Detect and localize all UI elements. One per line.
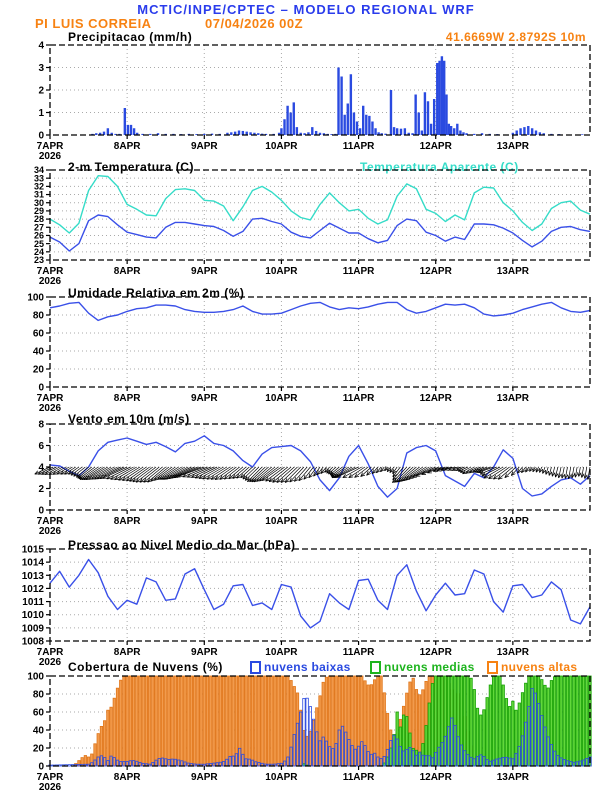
- svg-text:9APR: 9APR: [190, 516, 218, 527]
- svg-text:28: 28: [33, 214, 44, 225]
- svg-text:8: 8: [38, 419, 44, 431]
- svg-text:12APR: 12APR: [419, 772, 452, 783]
- svg-text:7APR: 7APR: [36, 266, 64, 277]
- svg-text:1014: 1014: [21, 557, 44, 569]
- svg-text:40: 40: [32, 725, 44, 737]
- svg-text:11APR: 11APR: [342, 393, 375, 404]
- svg-text:1013: 1013: [21, 570, 44, 582]
- svg-text:1: 1: [38, 108, 44, 119]
- svg-text:100: 100: [27, 292, 44, 304]
- svg-text:7APR: 7APR: [36, 393, 64, 404]
- svg-text:12APR: 12APR: [419, 266, 452, 277]
- cloud-cover-title: Cobertura de Nuvens (%): [68, 660, 223, 674]
- svg-text:29: 29: [33, 206, 44, 217]
- svg-text:10APR: 10APR: [265, 647, 298, 658]
- svg-text:25: 25: [33, 238, 44, 249]
- svg-text:13APR: 13APR: [496, 647, 529, 658]
- svg-text:13APR: 13APR: [496, 266, 529, 277]
- svg-text:12APR: 12APR: [419, 516, 452, 527]
- svg-text:9APR: 9APR: [190, 647, 218, 658]
- svg-text:1008: 1008: [21, 636, 44, 648]
- svg-text:9APR: 9APR: [190, 141, 218, 152]
- svg-text:0: 0: [38, 130, 44, 142]
- svg-text:11APR: 11APR: [342, 141, 375, 152]
- svg-text:1012: 1012: [21, 583, 44, 595]
- svg-text:10APR: 10APR: [265, 516, 298, 527]
- svg-text:60: 60: [32, 707, 44, 719]
- svg-text:1009: 1009: [21, 623, 44, 635]
- svg-text:2: 2: [38, 484, 44, 495]
- svg-text:4: 4: [38, 462, 44, 474]
- station-coordinates: 41.6669W 2.8792S 10m: [445, 30, 586, 44]
- svg-text:23: 23: [33, 255, 44, 266]
- svg-text:6: 6: [38, 441, 44, 452]
- svg-text:2026: 2026: [38, 782, 62, 792]
- svg-text:12APR: 12APR: [419, 647, 452, 658]
- wind-title: Vento em 10m (m/s): [68, 412, 190, 426]
- svg-text:32: 32: [33, 181, 44, 192]
- svg-text:2026: 2026: [38, 403, 62, 414]
- svg-text:13APR: 13APR: [496, 772, 529, 783]
- svg-text:33: 33: [33, 173, 44, 184]
- legend-mid-clouds-label: nuvens medias: [384, 660, 475, 674]
- svg-text:2: 2: [38, 85, 44, 97]
- svg-text:7APR: 7APR: [36, 516, 64, 527]
- svg-text:1015: 1015: [21, 544, 44, 556]
- svg-text:13APR: 13APR: [496, 516, 529, 527]
- svg-text:10APR: 10APR: [265, 266, 298, 277]
- svg-text:10APR: 10APR: [265, 772, 298, 783]
- precipitation-title: Precipitacao (mm/h): [68, 30, 193, 44]
- svg-text:8APR: 8APR: [113, 516, 141, 527]
- svg-text:7APR: 7APR: [36, 141, 64, 152]
- svg-text:26: 26: [33, 230, 44, 241]
- app-title: MCTIC/INPE/CPTEC – MODELO REGIONAL WRF: [137, 2, 475, 17]
- svg-text:8APR: 8APR: [113, 266, 141, 277]
- svg-text:7APR: 7APR: [36, 772, 64, 783]
- svg-text:8APR: 8APR: [113, 141, 141, 152]
- svg-text:8APR: 8APR: [113, 772, 141, 783]
- svg-text:12APR: 12APR: [419, 141, 452, 152]
- svg-text:20: 20: [32, 743, 44, 755]
- svg-text:60: 60: [32, 328, 44, 340]
- svg-text:12APR: 12APR: [419, 393, 452, 404]
- svg-text:7APR: 7APR: [36, 647, 64, 658]
- svg-text:13APR: 13APR: [496, 393, 529, 404]
- svg-text:11APR: 11APR: [342, 647, 375, 658]
- svg-text:9APR: 9APR: [190, 772, 218, 783]
- svg-text:27: 27: [33, 222, 44, 233]
- svg-text:80: 80: [32, 310, 44, 322]
- svg-text:0: 0: [38, 761, 44, 773]
- svg-text:1011: 1011: [22, 597, 44, 609]
- svg-text:1010: 1010: [21, 610, 44, 622]
- legend-high-clouds-label: nuvens altas: [501, 660, 578, 674]
- svg-text:13APR: 13APR: [496, 141, 529, 152]
- svg-text:2026: 2026: [38, 526, 62, 537]
- legend-low-clouds-label: nuvens baixas: [264, 660, 351, 674]
- svg-text:2026: 2026: [38, 276, 62, 287]
- svg-text:11APR: 11APR: [342, 266, 375, 277]
- svg-text:9APR: 9APR: [190, 266, 218, 277]
- svg-text:80: 80: [32, 689, 44, 701]
- apparent-temperature-label: Temperatura Aparente (C): [360, 160, 519, 174]
- humidity-title: Umidade Relativa em 2m (%): [68, 286, 245, 300]
- svg-text:3: 3: [38, 63, 44, 74]
- svg-text:8APR: 8APR: [113, 393, 141, 404]
- svg-text:30: 30: [33, 197, 44, 208]
- svg-text:34: 34: [33, 165, 44, 176]
- svg-text:9APR: 9APR: [190, 393, 218, 404]
- svg-text:10APR: 10APR: [265, 393, 298, 404]
- svg-text:4: 4: [38, 40, 44, 52]
- svg-text:24: 24: [33, 246, 44, 257]
- svg-text:0: 0: [38, 505, 44, 517]
- svg-text:40: 40: [32, 346, 44, 358]
- svg-text:2026: 2026: [38, 657, 62, 668]
- svg-text:11APR: 11APR: [342, 772, 375, 783]
- svg-text:8APR: 8APR: [113, 647, 141, 658]
- svg-text:31: 31: [33, 189, 44, 200]
- svg-text:11APR: 11APR: [342, 516, 375, 527]
- run-datetime: 07/04/2026 00Z: [205, 16, 304, 31]
- svg-text:100: 100: [27, 671, 44, 683]
- svg-text:2026: 2026: [38, 151, 62, 162]
- svg-text:0: 0: [38, 382, 44, 394]
- svg-text:20: 20: [32, 364, 44, 376]
- pressure-title: Pressao ao Nivel Medio do Mar (hPa): [68, 538, 296, 552]
- svg-text:10APR: 10APR: [265, 141, 298, 152]
- station-name: PI LUIS CORREIA: [35, 16, 152, 31]
- temperature-title: 2-m Temperatura (C): [68, 160, 194, 174]
